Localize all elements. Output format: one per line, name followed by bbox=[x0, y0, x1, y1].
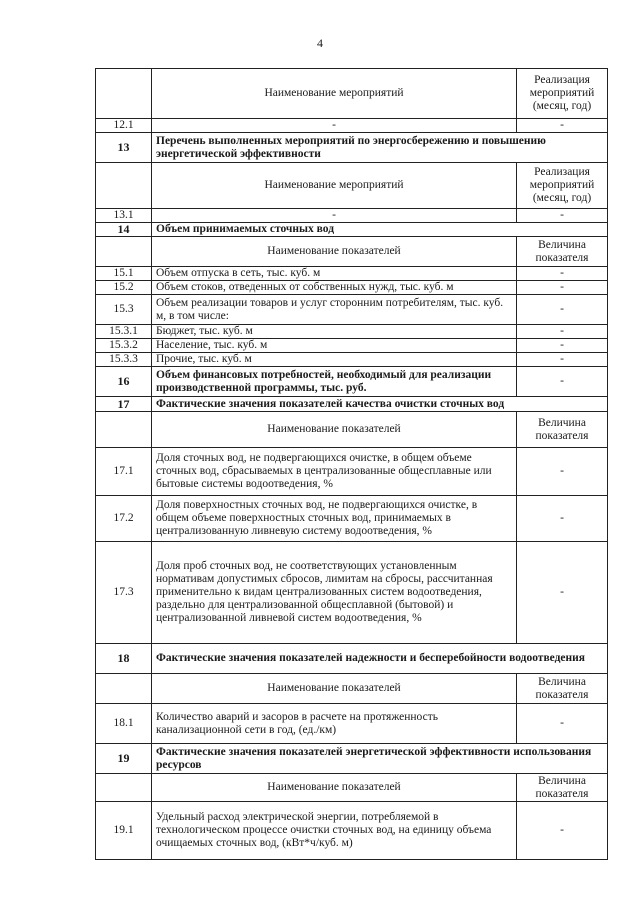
row-number-cell bbox=[96, 674, 152, 704]
indicator-name: Население, тыс. куб. м bbox=[152, 339, 517, 353]
table-row bbox=[96, 281, 608, 295]
row-number: 15.3.2 bbox=[96, 339, 152, 353]
indicator-name: Прочие, тыс. куб. м bbox=[152, 353, 517, 367]
row-number: 15.3 bbox=[96, 295, 152, 325]
table-row bbox=[96, 353, 608, 367]
table-row bbox=[96, 163, 608, 209]
section-number: 18 bbox=[96, 644, 152, 674]
indicator-name: Объем отпуска в сеть, тыс. куб. м bbox=[152, 267, 517, 281]
indicator-name: Объем реализации товаров и услуг сторонним потребителям, тыс. куб. м, в том числе: bbox=[152, 295, 517, 325]
indicator-name: Бюджет, тыс. куб. м bbox=[152, 325, 517, 339]
indicator-name: Количество аварий и засоров в расчете на протяженность канализационной сети в год, (ед./км) bbox=[152, 704, 517, 744]
row-number-cell bbox=[96, 412, 152, 448]
section-title: Объем принимаемых сточных вод bbox=[152, 223, 608, 237]
table-row bbox=[96, 209, 608, 223]
indicator-value: - bbox=[517, 704, 608, 744]
row-number: 15.2 bbox=[96, 281, 152, 295]
row-number-cell bbox=[96, 774, 152, 802]
table-row bbox=[96, 133, 608, 163]
column-header-name: Наименование мероприятий bbox=[152, 69, 517, 119]
row-number: 18.1 bbox=[96, 704, 152, 744]
table-row bbox=[96, 644, 608, 674]
row-number: 15.3.1 bbox=[96, 325, 152, 339]
table-row bbox=[96, 744, 608, 774]
indicator-name: - bbox=[152, 209, 517, 223]
indicator-name: - bbox=[152, 119, 517, 133]
column-header-value: Реализация мероприятий (месяц, год) bbox=[517, 163, 608, 209]
section-number: 14 bbox=[96, 223, 152, 237]
table-row bbox=[96, 119, 608, 133]
section-value: - bbox=[517, 367, 608, 397]
indicator-value: - bbox=[517, 542, 608, 644]
table-row bbox=[96, 496, 608, 542]
table-row bbox=[96, 267, 608, 281]
table-row bbox=[96, 774, 608, 802]
column-header-value: Величина показателя bbox=[517, 412, 608, 448]
row-number-cell bbox=[96, 69, 152, 119]
section-number: 17 bbox=[96, 397, 152, 412]
table-row bbox=[96, 704, 608, 744]
indicator-value: - bbox=[517, 325, 608, 339]
row-number: 13.1 bbox=[96, 209, 152, 223]
section-title: Фактические значения показателей надежности и бесперебойности водоотведения bbox=[152, 644, 608, 674]
report-table bbox=[95, 68, 608, 860]
indicator-value: - bbox=[517, 802, 608, 860]
table-row bbox=[96, 367, 608, 397]
section-title: Объем финансовых потребностей, необходимый для реализации производственной программы, тыс. руб. bbox=[152, 367, 517, 397]
column-header-value: Реализация мероприятий (месяц, год) bbox=[517, 69, 608, 119]
indicator-name: Доля поверхностных сточных вод, не подвергающихся очистке, в общем объеме поверхностных сточных вод, принимаемых в централизованную ливневую систему водоотведения, % bbox=[152, 496, 517, 542]
table-row bbox=[96, 542, 608, 644]
indicator-value: - bbox=[517, 119, 608, 133]
row-number: 15.3.3 bbox=[96, 353, 152, 367]
column-header-name: Наименование мероприятий bbox=[152, 163, 517, 209]
section-number: 16 bbox=[96, 367, 152, 397]
indicator-name: Доля сточных вод, не подвергающихся очистке, в общем объеме сточных вод, сбрасываемых в централизованные общесплавные или бытовые системы водоотведения, % bbox=[152, 448, 517, 496]
row-number: 17.1 bbox=[96, 448, 152, 496]
table-row bbox=[96, 674, 608, 704]
indicator-name: Доля проб сточных вод, не соответствующих установленным нормативам допустимых сбросов, лимитам на сбросы, рассчитанная применительно к видам централизованных систем водоотведения, раздельно для централизованной общесплавной (бытовой) и централизованной ливневой систем водоотведения, % bbox=[152, 542, 517, 644]
table-row bbox=[96, 69, 608, 119]
column-header-name: Наименование показателей bbox=[152, 674, 517, 704]
row-number: 12.1 bbox=[96, 119, 152, 133]
page-number: 4 bbox=[317, 36, 323, 50]
section-number: 19 bbox=[96, 744, 152, 774]
table-row bbox=[96, 237, 608, 267]
section-title: Фактические значения показателей качества очистки сточных вод bbox=[152, 397, 608, 412]
table-row bbox=[96, 397, 608, 412]
row-number: 17.2 bbox=[96, 496, 152, 542]
row-number: 17.3 bbox=[96, 542, 152, 644]
indicator-value: - bbox=[517, 496, 608, 542]
indicator-value: - bbox=[517, 339, 608, 353]
row-number-cell bbox=[96, 237, 152, 267]
table-row bbox=[96, 448, 608, 496]
table-row bbox=[96, 325, 608, 339]
indicator-name: Объем стоков, отведенных от собственных нужд, тыс. куб. м bbox=[152, 281, 517, 295]
indicator-value: - bbox=[517, 295, 608, 325]
column-header-name: Наименование показателей bbox=[152, 237, 517, 267]
column-header-name: Наименование показателей bbox=[152, 774, 517, 802]
indicator-value: - bbox=[517, 353, 608, 367]
table-row bbox=[96, 223, 608, 237]
table-row bbox=[96, 412, 608, 448]
indicator-name: Удельный расход электрической энергии, потребляемой в технологическом процессе очистки сточных вод, на единицу объема очищаемых сточных вод, (кВт*ч/куб. м) bbox=[152, 802, 517, 860]
table-row bbox=[96, 802, 608, 860]
column-header-value: Величина показателя bbox=[517, 237, 608, 267]
indicator-value: - bbox=[517, 448, 608, 496]
section-title: Перечень выполненных мероприятий по энергосбережению и повышению энергетической эффективности bbox=[152, 133, 608, 163]
row-number: 19.1 bbox=[96, 802, 152, 860]
indicator-value: - bbox=[517, 281, 608, 295]
column-header-value: Величина показателя bbox=[517, 674, 608, 704]
column-header-value: Величина показателя bbox=[517, 774, 608, 802]
indicator-value: - bbox=[517, 209, 608, 223]
indicator-value: - bbox=[517, 267, 608, 281]
row-number: 15.1 bbox=[96, 267, 152, 281]
table-row bbox=[96, 339, 608, 353]
section-number: 13 bbox=[96, 133, 152, 163]
column-header-name: Наименование показателей bbox=[152, 412, 517, 448]
section-title: Фактические значения показателей энергетической эффективности использования ресурсов bbox=[152, 744, 608, 774]
row-number-cell bbox=[96, 163, 152, 209]
table-row bbox=[96, 295, 608, 325]
